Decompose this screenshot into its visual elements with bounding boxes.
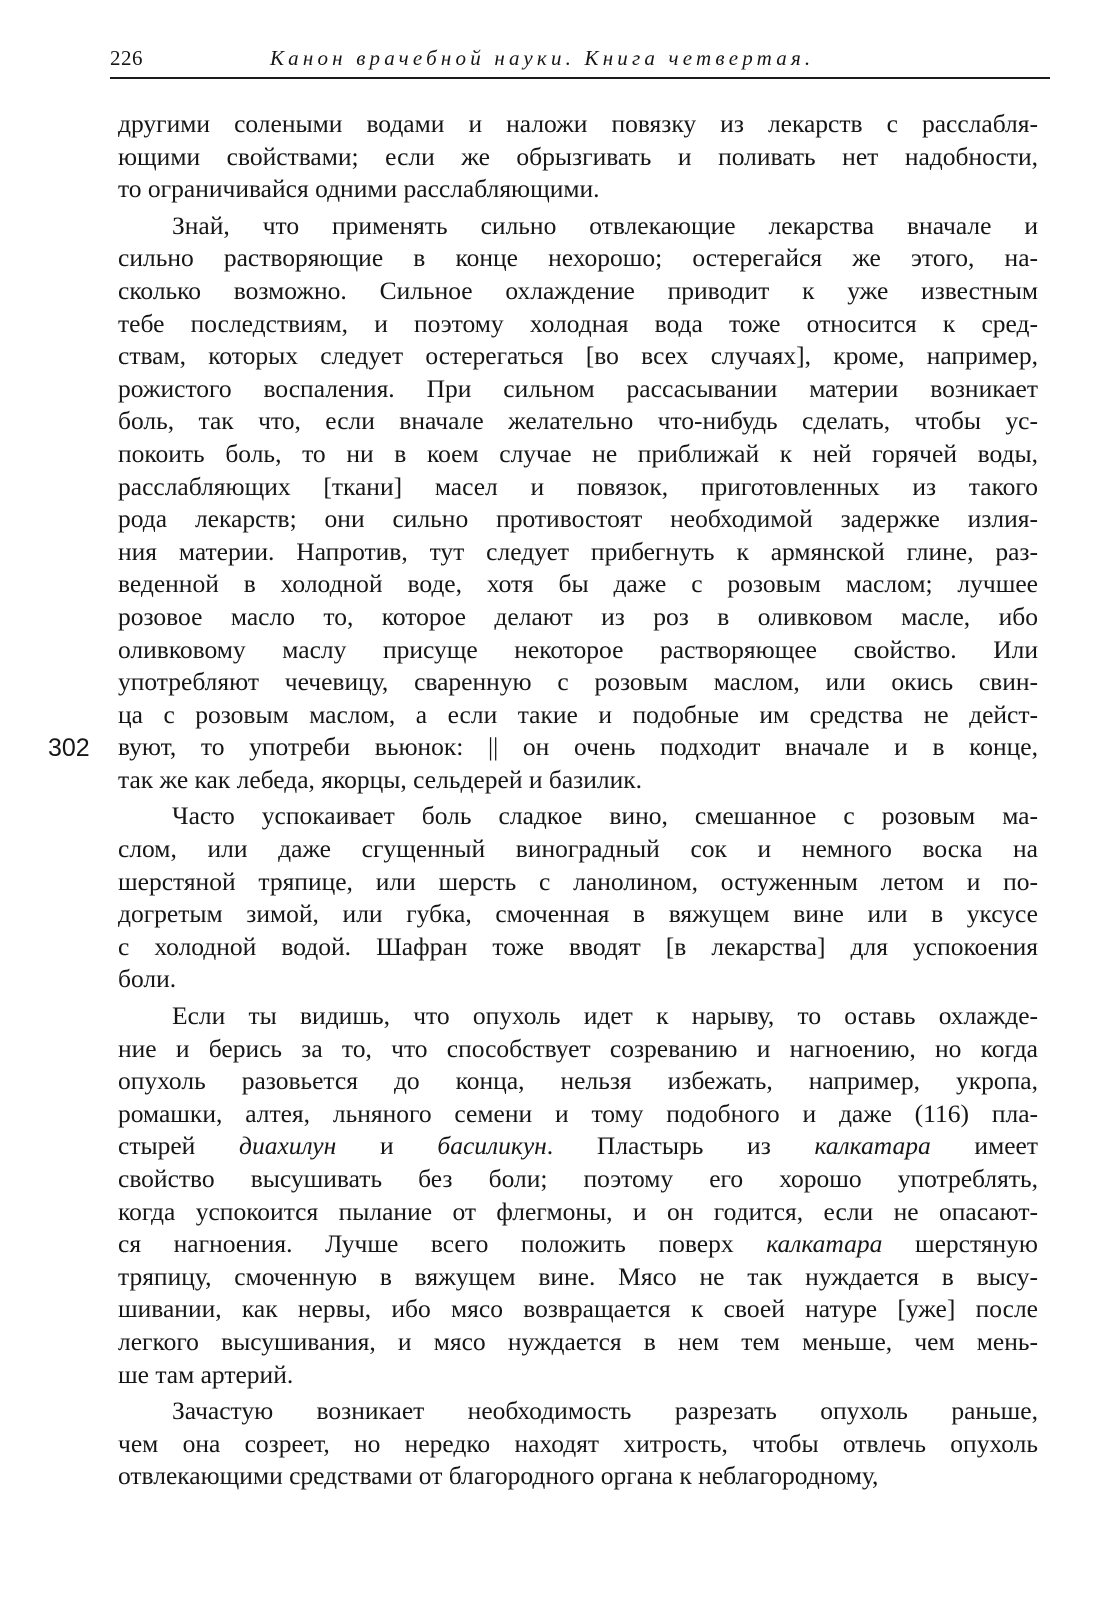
text-line: Зачастую возникает необходимость разрезать опухоль раньше, xyxy=(172,1396,1038,1426)
text-line: с холодной водой. Шафран тоже вводят [в лекарства] для успокоения xyxy=(118,931,1038,961)
text-line: расслабляющих [ткани] масел и повязок, приготовленных из такого xyxy=(118,471,1038,501)
text-line: веденной в холодной воде, хотя бы даже с розовым маслом; лучшее xyxy=(118,569,1038,599)
text-line: покоить боль, то ни в коем случае не приближай к ней горячей воды, xyxy=(118,438,1038,468)
text-line: шивании, как нервы, ибо мясо возвращается к своей натуре [уже] после xyxy=(118,1294,1038,1324)
text-line: боли. xyxy=(118,964,177,994)
text-line: Если ты видишь, что опухоль идет к нарыву, то оставь охлажде- xyxy=(172,1001,1038,1031)
text-line: ца с розовым маслом, а если такие и подобные им средства не дейст- xyxy=(118,699,1038,729)
text-line: слом, или даже сгущенный виноградный сок и немного воска на xyxy=(118,834,1038,864)
text-line: сколько возможно. Сильное охлаждение приводит к уже известным xyxy=(118,275,1038,305)
italic-term: калкатара xyxy=(814,1131,931,1161)
text-line: ромашки, алтея, льняного семени и тому подобного и даже (116) пла- xyxy=(118,1098,1038,1128)
paragraph xyxy=(118,800,1038,996)
running-head xyxy=(110,44,1050,80)
text-line: ся нагноения. Лучше всего положить поверх калкатара шерстяную xyxy=(118,1229,1038,1259)
text-line: рожистого воспаления. При сильном рассасывании материи возникает xyxy=(118,373,1038,403)
running-title: Канон врачебной науки. Книга четвертая. xyxy=(270,46,815,70)
text-line: когда успокоится пылание от флегмоны, и он годится, если не опасают- xyxy=(118,1196,1038,1226)
text-line: вуют, то употреби вьюнок: || он очень подходит вначале и в конце, xyxy=(118,732,1038,762)
italic-term: калкатара xyxy=(766,1229,883,1259)
paragraph xyxy=(118,1000,1038,1391)
page-number: 226 xyxy=(110,46,143,70)
text-line: догретым зимой, или губка, смоченная в вяжущем вине или в уксусе xyxy=(118,899,1038,929)
paragraph xyxy=(118,210,1038,797)
paragraph xyxy=(118,108,1038,206)
italic-term: басиликун xyxy=(437,1131,547,1161)
text-line: боль, так что, если вначале желательно что-нибудь сделать, чтобы ус- xyxy=(118,406,1038,436)
italic-term: диахилун xyxy=(239,1131,337,1161)
text-line: так же как лебеда, якорцы, сельдерей и базилик. xyxy=(118,764,643,794)
text-line: то ограничивайся одними расслабляющими. xyxy=(118,174,600,204)
text-line: ния материи. Напротив, тут следует прибегнуть к армянской глине, раз- xyxy=(118,536,1038,566)
text-line: легкого высушивания, и мясо нуждается в нем тем меньше, чем мень- xyxy=(118,1326,1038,1356)
text-line: Часто успокаивает боль сладкое вино, смешанное с розовым ма- xyxy=(172,801,1038,831)
text-line: Знай, что применять сильно отвлекающие лекарства вначале и xyxy=(172,210,1038,240)
text-line: стырей диахилун и басиликун. Пластырь из калкатара имеет xyxy=(118,1131,1038,1161)
text-line: свойство высушивать без боли; поэтому его хорошо употреблять, xyxy=(118,1164,1038,1193)
text-line: розовое масло то, которое делают из роз в оливковом масле, ибо xyxy=(118,601,1038,631)
text-line: чем она созреет, но нередко находят хитрость, чтобы отвлечь опухоль xyxy=(118,1428,1038,1458)
margin-page-reference: 302 xyxy=(48,734,90,762)
text-line: оливковому маслу присуще некоторое растворяющее свойство. Или xyxy=(118,634,1038,664)
text-line: ствам, которых следует остерегаться [во всех случаях], кроме, например, xyxy=(118,341,1038,371)
text-line: ющими свойствами; если же обрызгивать и поливать нет надобности, xyxy=(118,141,1038,171)
text-line: другими солеными водами и наложи повязку из лекарств с расслабля- xyxy=(118,109,1038,138)
text-line: отвлекающими средствами от благородного органа к неблагородному, xyxy=(118,1461,879,1491)
paragraph xyxy=(118,1395,1038,1493)
text-line: рода лекарств; они сильно противостоят необходимой задержке излия- xyxy=(118,504,1038,534)
text-line: тебе последствиям, и поэтому холодная вода тоже относится к сред- xyxy=(118,308,1038,338)
text-line: употребляют чечевицу, сваренную с розовым маслом, или окись свин- xyxy=(118,667,1038,697)
header-rule xyxy=(110,77,1050,79)
text-line: ние и берись за то, что способствует созреванию и нагноению, но когда xyxy=(118,1033,1038,1063)
text-line: тряпицу, смоченную в вяжущем вине. Мясо не так нуждается в высу- xyxy=(118,1261,1038,1291)
text-line: опухоль разовьется до конца, нельзя избежать, например, укропа, xyxy=(118,1066,1038,1096)
text-line: шерстяной тряпице, или шерсть с ланолином, остуженным летом и по- xyxy=(118,866,1038,896)
text-line: ше там артерий. xyxy=(118,1359,294,1389)
body-text xyxy=(118,108,1038,1497)
text-line: сильно растворяющие в конце нехорошо; остерегайся же этого, на- xyxy=(118,243,1038,273)
